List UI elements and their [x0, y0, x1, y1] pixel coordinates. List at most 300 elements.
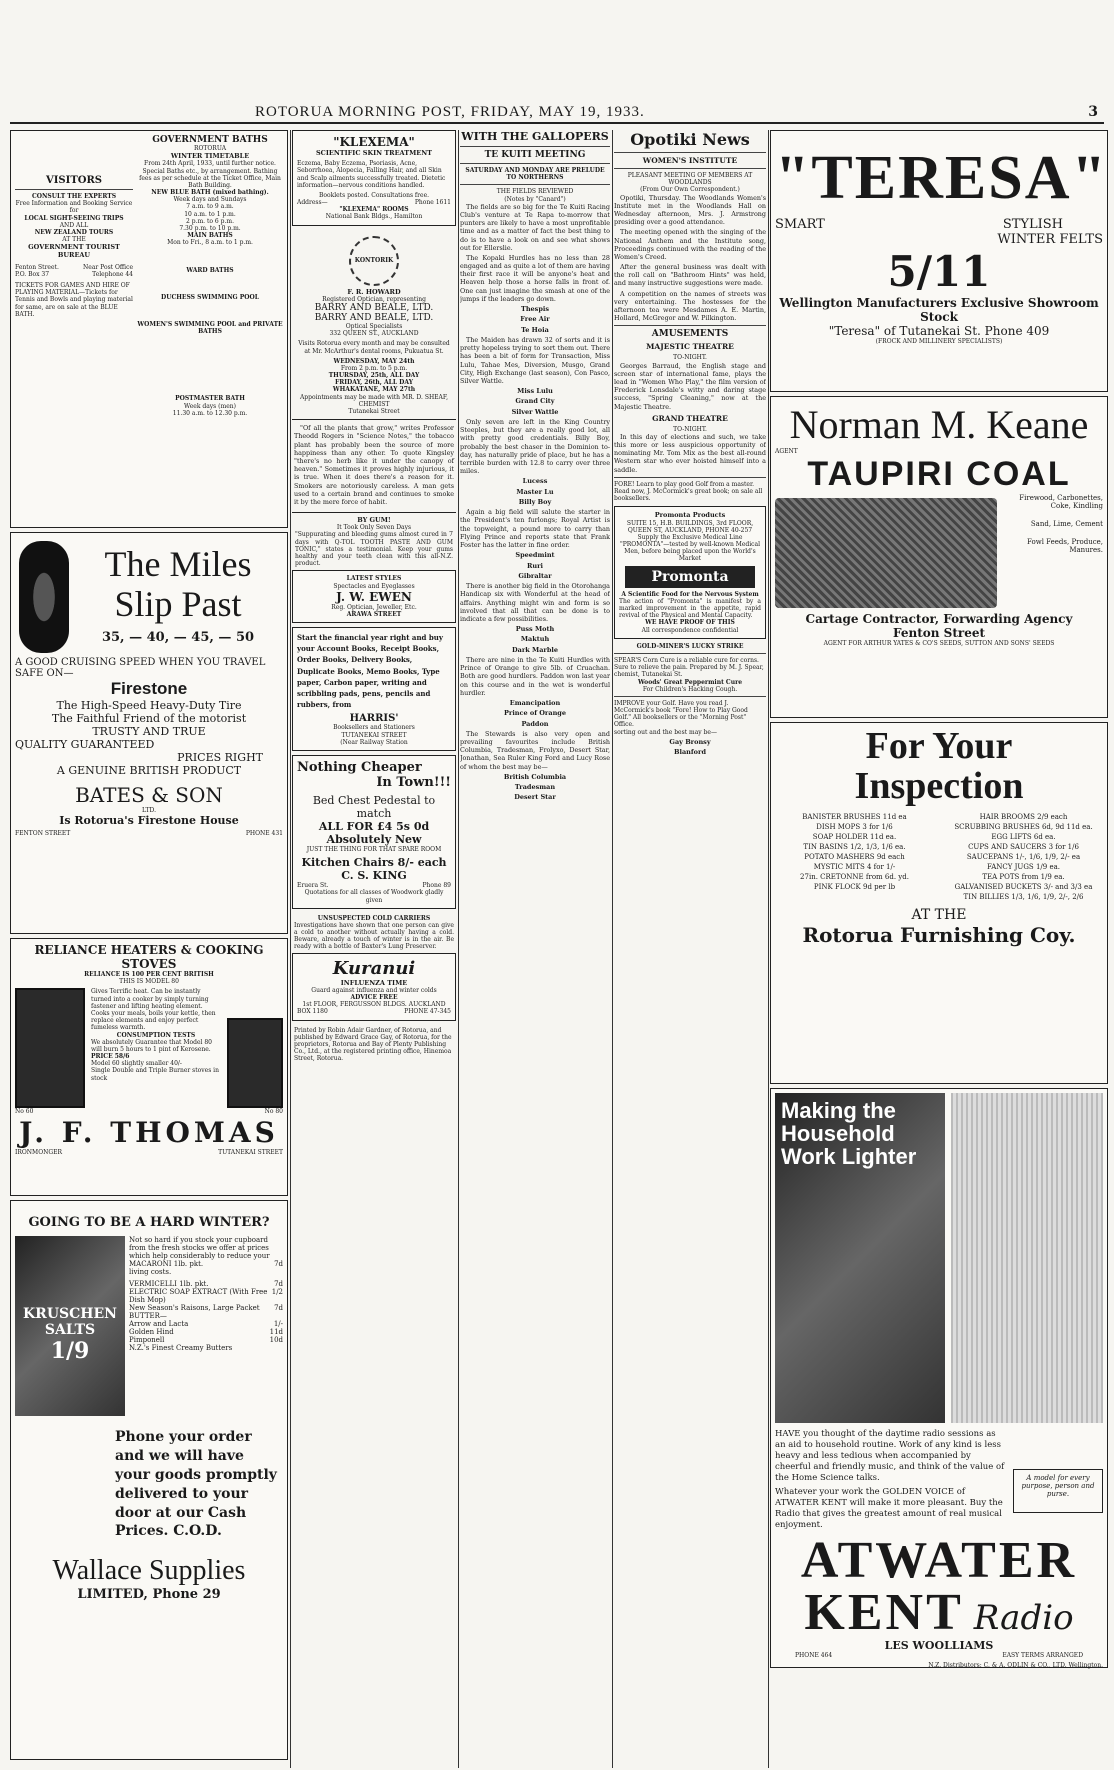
klexema-ad: [292, 130, 456, 226]
king-item: Bed Chest Pedestal to match: [312, 793, 436, 820]
harris-street: TUTANEKAI STREET: [341, 731, 407, 739]
reliance-alt2: Single Double and Triple Burner stoves in stock: [91, 1067, 219, 1082]
bygum-ad: [292, 512, 456, 570]
promonta-proof: WE HAVE PROOF OF THIS: [645, 619, 735, 627]
teresa-ad: [770, 130, 1108, 392]
column-2: [292, 130, 456, 1768]
howard-time: From 2 p.m. to 5 p.m.: [340, 364, 408, 372]
paragraph: Again a big field will salute the starter in the President's ten furlongs; Royal Artist is the topweight, a pound more to carry than Flying Prince and reports state that Frank Foster has the latter in fine order.: [460, 508, 610, 549]
visitors-address: Fenton Street.: [15, 263, 59, 271]
visitors-line: LOCAL SIGHT-SEEING TRIPS: [24, 214, 124, 222]
teresa-frock: (FROCK AND MILLINERY SPECIALISTS): [875, 338, 1003, 345]
wallace-item: Arrow and Lacta: [129, 1320, 189, 1328]
miles-speeds: 35, — 40, — 45, — 50: [101, 630, 255, 646]
selection: Puss Moth: [515, 625, 555, 634]
miles-line: The Faithful Friend of the motorist: [51, 712, 247, 725]
visitors-box: P.O. Box 37: [15, 270, 50, 278]
miles-line: PRICES RIGHT: [177, 751, 263, 764]
howard-reg: Registered Optician, representing: [322, 295, 426, 303]
spear-notice: SPEAR'S Corn Cure is a reliable cure for corns. Sure to relieve the pain. Prepared by M. J. Spear, chemist, Tutanekai St.: [614, 656, 764, 679]
promonta-logo: Promonta: [625, 566, 755, 588]
promonta-text: Supply the Exclusive Medical Line "PROMONTA"—tested by well-known Medical Men, before being placed upon the World's Market: [619, 533, 761, 563]
baths-line: Week days (men): [184, 402, 236, 410]
price-item: SCRUBBING BRUSHES 6d, 9d 11d ea.: [954, 822, 1093, 831]
column-5: [770, 130, 1108, 1768]
woods-sub: For Children's Hacking Cough.: [642, 685, 738, 693]
price-item: GALVANISED BUCKETS 3/- and 3/3 ea: [954, 882, 1093, 891]
ewen-name: J. W. EWEN: [336, 589, 412, 604]
teresa-maker: Wellington Manufacturers Exclusive Showroom Stock: [779, 296, 1099, 324]
kuranui-sub: Guard against influenza and winter colds: [311, 986, 437, 994]
gallopers-deck: THE FIELDS REVIEWED: [496, 188, 574, 196]
bygum-text: "Suppurating and bleeding gums almost cured in 7 days with Q-TOL TOOTH PASTE AND GUM TONIC," states a testimonial. Keep your gums healthy and your teeth clean with this all-N.Z. product.: [295, 531, 453, 568]
price-item: TIN BASINS 1/2, 1/3, 1/6 ea.: [803, 842, 906, 851]
baths-line: 7 a.m. to 9 a.m.: [186, 203, 234, 211]
taupiri-coal: TAUPIRI COAL: [807, 455, 1071, 494]
selection: Te Hoia: [521, 325, 549, 334]
bygum-title: BY GUM!: [357, 516, 391, 525]
howard-street: Tutanekai Street: [348, 408, 400, 415]
teresa-smart: SMART: [775, 217, 825, 232]
selection: Free Air: [520, 315, 550, 324]
price-item: POTATO MASHERS 9d each: [804, 852, 905, 861]
promonta-sci: A Scientific Food for the Nervous System: [621, 590, 759, 598]
paragraph: The Maiden has drawn 32 of sorts and it is pretty hopeless trying to sort them out. There has been a bit of form for Transaction, Miss Lulu, Tahae Mes, Diversion, Musgo, Grand City, High Exchange (last season), Con Pasco, Silver Wattle.: [460, 335, 610, 385]
price-item: MYSTIC MITS 4 for 1/-: [813, 862, 896, 871]
opotiki-corr: (From Our Own Correspondent.): [640, 186, 740, 194]
gallopers-body: [460, 203, 610, 802]
teresa-price: 5/11: [887, 247, 991, 296]
column-3: [460, 130, 610, 1768]
tobacco-article: [292, 420, 456, 512]
selection: Silver Wattle: [511, 407, 559, 416]
gallopers-deck: SATURDAY AND MONDAY ARE PRELUDE TO NORTHERNS: [465, 167, 605, 182]
kuranui-advice: ADVICE FREE: [350, 993, 398, 1001]
bygum-sub: It Took Only Seven Days: [336, 524, 412, 532]
opotiki-sub: WOMEN'S INSTITUTE: [642, 156, 738, 165]
sun-logo-icon: [349, 236, 399, 286]
column-rule: [290, 130, 291, 1768]
atwater-radio: Radio: [973, 1598, 1074, 1639]
wallace-item: BUTTER—: [129, 1312, 167, 1320]
price-item: BANISTER BRUSHES 11d ea: [802, 812, 907, 821]
klexema-text: Eczema, Baby Eczema, Psoriasis, Acne, Seborrhoea, Alopecia, Falling Hair, and all Skin and Scalp ailments successfully treated. Dietetic information—nervous conditions handled.: [297, 160, 446, 189]
keane-name: Norman M. Keane: [789, 402, 1089, 447]
opotiki-title: Opotiki News: [630, 130, 750, 149]
keane-street: Fenton Street: [892, 626, 985, 641]
klexema-rooms: "KLEXEMA" ROOMS: [339, 206, 409, 214]
truck-image: [775, 498, 997, 608]
visitors-footnote: TICKETS FOR GAMES AND HIRE OF PLAYING MATERIAL—Tickets for Tennis and Bowls and playing material for same, are on sale at the BLUE BATH.: [15, 281, 133, 318]
gallopers-sub: TE KUITI MEETING: [484, 150, 586, 160]
thomas-company: J. F. THOMAS: [19, 1115, 279, 1149]
paragraph: There is another big field in the Otorohanga Handicap six with Wonderful at the head of affairs. Anything might win and form is so involved that all that can be done is to indicate a few possibilities.: [460, 582, 610, 623]
baths-line: Week days and Sundays: [173, 196, 247, 204]
reliance-model: THIS IS MODEL 80: [119, 978, 179, 986]
keane-seeds: AGENT FOR ARTHUR YATES & CO'S SEEDS, SUTTON AND SONS' SEEDS: [823, 640, 1055, 648]
selection: Master Lu: [516, 487, 554, 496]
paragraph: After the general business was dealt with the roll call on "Bathroom Hints" was held, and many instructive suggestions were made.: [614, 263, 766, 288]
furnishing-title: Inspection: [854, 764, 1024, 807]
cold-article: [292, 913, 456, 953]
visitors-ad: [15, 135, 133, 523]
miles-line: The High-Speed Heavy-Duty Tire: [56, 699, 242, 712]
baths-line: NEW BLUE BATH (mixed bathing).: [151, 189, 269, 197]
kuranui-ad: [292, 953, 456, 1021]
wallace-item: Pimponell: [129, 1336, 165, 1344]
promonta-body: The action of "Promonta" is manifest by a marked improvement in the appetite, rapid revival of the Physical and Mental Capacity.: [619, 597, 761, 620]
majestic-title: MAJESTIC THEATRE: [646, 342, 734, 352]
selection: Maktuh: [520, 635, 550, 644]
miles-title: The Miles: [104, 544, 252, 584]
model-label: No 80: [264, 1108, 283, 1116]
teresa-felts: WINTER FELTS: [997, 232, 1103, 247]
wallace-supplies-ad: [10, 1200, 288, 1760]
kruschen-price: 1/9: [50, 1338, 90, 1364]
visitors-address: Near Post Office: [83, 263, 133, 271]
price-item: PINK FLOCK 9d per lb: [813, 882, 896, 891]
gallopers-title: WITH THE GALLOPERS: [461, 130, 609, 143]
baths-subtitle: ROTORUA: [193, 145, 227, 152]
bates-tagline: Is Rotorua's Firestone House: [59, 814, 239, 828]
baths-line: POSTMASTER BATH: [175, 395, 245, 403]
miles-line: A GOOD CRUISING SPEED WHEN YOU TRAVEL SAFE ON—: [15, 657, 266, 679]
visitors-title: VISITORS: [45, 175, 103, 186]
lucky-strike: GOLD-MINER'S LUCKY STRIKE: [636, 642, 744, 650]
selection: Grand City: [515, 397, 555, 406]
visitors-line: AND ALL: [59, 221, 89, 229]
wallace-item: New Season's Raisons, Large Packet: [129, 1304, 260, 1312]
klexema-bank: National Bank Bldgs., Hamilton: [325, 213, 423, 221]
teresa-brand: "TERESA": [775, 144, 1108, 212]
miles-line: A GENUINE BRITISH PRODUCT: [56, 764, 242, 777]
reliance-guarantee: We absolutely Guarantee that Model 80 will burn 5 hours to 1 pint of Kerosene.: [91, 1038, 212, 1053]
column-4: [614, 130, 766, 1768]
visitors-telephone: Telephone 44: [92, 270, 133, 278]
bates-company: BATES & SON: [75, 783, 223, 807]
atwater-brand: ATWATER: [800, 1532, 1078, 1590]
atwater-text: HAVE you thought of the daytime radio sessions as an aid to household routine. Work of any kind is less heavy and less tedious when accompanied by cheerful and friendly music, and think of the value of the Home Science talks.: [775, 1429, 1005, 1484]
king-just: JUST THE THING FOR THAT SPARE ROOM: [306, 845, 442, 853]
teresa-stylish: STYLISH: [1002, 217, 1063, 232]
howard-date: WHAKATANE, MAY 27th: [332, 386, 416, 394]
printer-imprint: Printed by Robin Adair Gardner, of Rotorua, and published by Edward Grace Gay, of Rotorua, for the proprietors, Rotorua and Bay of Plenty Publishing Co., Ltd., at the registered printing office, Hinemoa Street, Rotorua.: [294, 1026, 452, 1063]
model-label: No 60: [15, 1108, 34, 1116]
paragraph: The meeting opened with the singing of the National Anthem and the Institute song, Proceedings continued with the reading of the Women's Creed.: [614, 228, 766, 261]
baths-line: 2 p.m. to 6 p.m.: [186, 217, 234, 225]
atwater-kent-ad: [770, 1088, 1108, 1668]
price-item: FANCY JUGS 1/9 ea.: [987, 862, 1060, 871]
paragraph: There are nine in the Te Kuiti Hurdles with Prince of Orange to give 5lb. of Cruachan. Both are good hurdlers. Paddon won last year on this course and in the wet is wonderful hurdler.: [460, 656, 610, 697]
selection: Tradesman: [514, 783, 556, 792]
kuranui-title: INFLUENZA TIME: [340, 978, 408, 987]
selection: Speedmint: [515, 551, 555, 560]
klexema-title: "KLEXEMA": [333, 135, 415, 149]
furnishing-at: AT THE: [911, 906, 967, 923]
grand-title: GRAND THEATRE: [652, 413, 728, 423]
price-item: CUPS AND SAUCERS 3 for 1/6: [968, 842, 1079, 851]
visitors-line: BUREAU: [57, 251, 91, 260]
wallace-price: 11d: [269, 1328, 283, 1336]
baths-line: Special Baths etc., by arrangement. Bathing fees as per schedule at the Ticket Office, Main Bath Building.: [139, 167, 281, 189]
ewen-street: ARAWA STREET: [346, 610, 402, 618]
kuranui-box: BOX 1180: [297, 1008, 328, 1016]
woman-image: [775, 1093, 945, 1423]
king-title: Nothing Cheaper: [297, 759, 422, 775]
atwater-headline: Making the Household Work Lighter: [781, 1098, 917, 1170]
keane-cartage: Cartage Contractor, Forwarding Agency: [805, 612, 1073, 627]
wallace-item: Golden Hind: [129, 1328, 174, 1336]
wallace-price: 7d: [274, 1304, 283, 1312]
selection: Blanford: [673, 747, 706, 756]
reliance-price: PRICE 58/6: [91, 1053, 130, 1061]
opotiki-body: [614, 194, 766, 323]
wallace-price: 10d: [269, 1336, 283, 1344]
wallace-item: ELECTRIC SOAP EXTRACT (With Free Dish Mop): [129, 1288, 268, 1304]
visitors-line: Free Information and Booking Service for: [15, 200, 133, 215]
baths-line: 10 a.m. to 1 p.m.: [184, 210, 236, 218]
howard-visit: Visits Rotorua every month and may be consulted at Mr. McArthur's dental rooms, Pukuatua St.: [298, 340, 450, 355]
furnishing-company: Rotorua Furnishing Coy.: [802, 922, 1076, 947]
ewen-spec: Spectacles and Eyeglasses: [333, 582, 415, 590]
reliance-title: RELIANCE HEATERS & COOKING STOVES: [34, 943, 264, 971]
atwater-distributors: N.Z. Distributors: C. & A. ODLIN & CO., LTD. Wellington.: [928, 1661, 1103, 1669]
howard-date: THURSDAY, 25th, ALL DAY: [328, 372, 420, 380]
price-item: [775, 893, 934, 901]
price-item: SAUCEPANS 1/-, 1/6, 1/9, 2/- ea: [966, 852, 1081, 861]
selection: British Columbia: [503, 772, 567, 781]
miles-line: QUALITY GUARANTEED: [15, 738, 155, 751]
tonight-label: TO-NIGHT.: [673, 425, 707, 433]
radio-image: [951, 1093, 1103, 1423]
reliance-text: Gives Terrific heat. Can be instantly turned into a cooker by simply turning fastener and lifting heating element. Cooks your meals, boils your kettle, then replace elements and enjoy perfect fumeless warmth.: [91, 988, 216, 1032]
firestone-ad: [10, 532, 288, 934]
howard-firm: BARRY AND BEALE, LTD.: [314, 302, 434, 313]
harris-role: Booksellers and Stationers: [333, 724, 415, 732]
promonta-conf: All correspondence confidential: [641, 626, 739, 634]
miles-line: TRUSTY AND TRUE: [92, 725, 206, 738]
price-item: DISH MOPS 3 for 1/6: [816, 822, 893, 831]
tire-image: [19, 541, 69, 653]
cold-text: Investigations have shown that one person can give a cold to another without actually having a cold. Beware, already a touch of winter is in the air. Be ready with a bottle of Baxter's Lung Preserver.: [294, 921, 454, 951]
kruschen-image: [15, 1236, 125, 1416]
thomas-street: TUTANEKAI STREET: [218, 1148, 283, 1156]
howard-spec: Optical Specialists: [345, 322, 403, 330]
tonight-label: TO-NIGHT.: [673, 354, 707, 362]
reliance-sub: RELIANCE IS 100 PER CENT BRITISH: [84, 971, 214, 978]
howard-name: F. R. HOWARD: [347, 287, 401, 296]
column-rule: [458, 130, 459, 1768]
price-item: 27in. CRETONNE from 6d. yd.: [800, 872, 909, 881]
visitors-line: AT THE: [62, 236, 86, 244]
baths-visitors-ad: [10, 130, 288, 528]
harris-name: HARRIS': [349, 713, 399, 725]
cold-title: UNSUSPECTED COLD CARRIERS: [317, 914, 431, 922]
price-item: TEA POTS from 1/9 ea.: [982, 872, 1065, 881]
reliance-alt: Model 60 slightly smaller 40/-: [91, 1060, 182, 1068]
promonta-ad: [614, 506, 766, 638]
bates-ltd: LTD.: [141, 807, 156, 814]
baths-line: DUCHESS SWIMMING POOL: [161, 293, 259, 301]
baths-line: From 24th April, 1933, until further notice.: [144, 160, 276, 168]
king-street: Eruera St.: [297, 882, 329, 890]
howard-appointments: Appointments may be made with MR. D. SHEAF, CHEMIST: [299, 393, 449, 408]
selection: Gay Bronsy: [669, 737, 711, 746]
promonta-address: SUITE 15, H.B. BUILDINGS, 3rd FLOOR, QUEEN ST, AUCKLAND, PHONE 40-257: [626, 519, 754, 534]
wallace-company: Wallace Supplies: [52, 1555, 246, 1587]
kuranui-brand: Kuranui: [332, 957, 416, 979]
promonta-title: Promonta Products: [654, 511, 726, 520]
bates-street: FENTON STREET: [15, 830, 71, 838]
selection: Prince of Orange: [504, 709, 566, 718]
king-price: ALL FOR £4 5s 0d: [318, 819, 430, 833]
firestone-brand: Firestone: [110, 679, 188, 698]
selection: Lucess: [522, 477, 548, 486]
baths-line: WOMEN'S SWIMMING POOL and PRIVATE BATHS: [137, 320, 283, 336]
selection: Thespis: [520, 305, 550, 313]
paragraph: Only seven are left in the King Country Steeples, but they are a really good lot, all with pretty good credentials. Billy Boy, probably the best chaser in the Dominion to-day, has naturally pride of place, but he has a terrible burden with 12.8 to carry over three miles.: [460, 418, 610, 476]
howard-firm: BARRY AND BEALE, LTD.: [314, 312, 434, 323]
ewen-role: Reg. Optician, Jeweller, Etc.: [331, 603, 417, 611]
opotiki-deck: PLEASANT MEETING OF MEMBERS AT WOODLANDS: [627, 172, 753, 187]
tobacco-text: "Of all the plants that grow," writes Professor Theodd Rogers in "Science Notes," the tobacco plant has probably been the source of more happiness than any other. To quote Kingsley "there's no herb like it under the canopy of heaven." Sometimes it proves highly injurious, it is true. When it does there's a reason for it. Smokers are notoriously careless. A man gets used to a certain brand and continues to smoke it by the mere force of habit.: [294, 424, 454, 506]
baths-line: MAIN BATHS: [187, 232, 233, 240]
reliance-consumption: CONSUMPTION TESTS: [116, 1031, 196, 1039]
atwater-terms: EASY TERMS ARRANGED: [1002, 1652, 1083, 1660]
selection: Paddon: [521, 719, 549, 728]
baths-line: Mon to Fri., 8 a.m. to 1 p.m.: [167, 239, 253, 247]
atwater-dealer: LES WOOLLIAMS: [884, 1639, 994, 1653]
wallace-item: MACARONI 1lb. pkt.: [129, 1260, 204, 1268]
selection: Ruri: [526, 561, 544, 570]
wallace-price: 7d: [274, 1280, 283, 1288]
keane-agent: AGENT: [775, 448, 798, 455]
harris-text: Start the financial year right and buy your Account Books, Receipt Books, Order Books, Delivery Books, Duplicate Books, Memo Books, Type paper, Carbon paper, writing and scribbling pads, pens, pencils and rubbers, from: [297, 633, 443, 710]
harris-near: (Near Railway Station: [340, 738, 408, 746]
kruschen-label: KRUSCHEN SALTS: [23, 1306, 117, 1338]
king-abs: Absolutely New: [326, 832, 422, 846]
tail-text: sorting out and the best may be—: [614, 728, 717, 736]
atwater-brand: KENT: [804, 1584, 964, 1642]
miles-title: Slip Past: [114, 583, 242, 624]
furnishing-title: For Your: [865, 725, 1013, 767]
howard-date: FRIDAY, 26th, ALL DAY: [335, 379, 413, 387]
ewen-styles: LATEST STYLES: [346, 575, 402, 583]
wallace-price: 7d: [274, 1260, 283, 1268]
king-name: C. S. KING: [341, 869, 407, 883]
furnishing-list: [775, 813, 1103, 901]
atwater-model: A model for every purpose, person and purse.: [1013, 1469, 1103, 1513]
king-ad: [292, 755, 456, 909]
thomas-role: IRONMONGER: [15, 1148, 63, 1156]
baths-title: GOVERNMENT BATHS: [152, 135, 268, 145]
wallace-item: living costs.: [129, 1268, 172, 1276]
paragraph: The Kopaki Hurdles has no less than 28 engaged and as quite a lot of them are having their first race it will be anyone's heat and Heaven help those a horse falls in front of. One can just imagine the smash at one of the jumps if the leaders go down.: [460, 253, 610, 303]
klexema-phone: Phone 1611: [414, 199, 451, 207]
wallace-intro: Not so hard if you stock your cupboard from the fresh stocks we offer at prices which help considerably to reduce your: [129, 1236, 270, 1260]
improve-notice: IMPROVE your Golf. Have you read J. McCormick's book "Fore! How to Play Good Golf." All booksellers or the "Morning Post" Office.: [614, 699, 748, 729]
wallace-limited: LIMITED, Phone 29: [77, 1587, 221, 1603]
harris-ad: [292, 627, 456, 751]
page-number: 3: [1088, 104, 1098, 120]
column-rule: [768, 130, 769, 1768]
keane-coal-ad: [770, 396, 1108, 718]
king-chairs: Kitchen Chairs 8/- each: [301, 856, 447, 870]
klexema-sub: SCIENTIFIC SKIN TREATMENT: [315, 149, 432, 157]
price-item: HAIR BROOMS 2/9 each: [979, 812, 1068, 821]
keane-sand: Sand, Lime, Cement: [1030, 520, 1103, 529]
selection: Desert Star: [514, 793, 556, 802]
kuranui-phone: PHONE 47-345: [404, 1008, 451, 1016]
selection: Miss Lulu: [517, 387, 553, 396]
selection: Gibraltar: [518, 571, 552, 580]
ewen-ad: [292, 570, 456, 623]
wallace-call: Phone your order and we will have your goods promptly delivered to your door at our Cash Prices. C.O.D.: [115, 1429, 277, 1540]
amusements-title: AMUSEMENTS: [651, 329, 729, 340]
howard-optician-ad: [292, 230, 456, 421]
baths-line: 11.30 a.m. to 12.30 p.m.: [172, 409, 248, 417]
column-rule: [612, 130, 613, 1768]
baths-line: WARD BATHS: [186, 266, 234, 274]
selection: Dark Marble: [511, 645, 559, 654]
paragraph: Opotiki, Thursday. The Woodlands Women's Institute met in the Woodlands Hall on Wednesday afternoon, Mrs. J. Armstrong presiding over a good attendance.: [614, 193, 766, 227]
furnishing-ad: [770, 722, 1108, 1084]
visitors-line: GOVERNMENT TOURIST: [28, 243, 120, 252]
atwater-phone: PHONE 464: [795, 1652, 833, 1660]
paragraph: Georges Barraud, the English stage and screen star of international fame, plays the lead in "Women Who Play," the film version of Frederick Lonsdale's witty and daring stage success, "Spring Cleaning," now at the Majestic Theatre.: [614, 361, 766, 411]
selection: Emancipation: [509, 698, 561, 707]
gallopers-byline: (Notes by "Canard"): [504, 195, 566, 203]
price-item: TIN BILLIES 1/3, 1/6, 1/9, 2/-, 2/6: [963, 892, 1084, 901]
baths-timetable: [137, 135, 283, 523]
stove-image: [227, 1018, 283, 1108]
fore-notice: FORE! Learn to play good Golf from a master. Read now, J. McCormick's great book; on sale all booksellers.: [614, 480, 763, 503]
visitors-line: CONSULT THE EXPERTS: [31, 193, 117, 200]
kuranui-address: 1st FLOOR, FERGUSSON BLDGS. AUCKLAND: [302, 1001, 446, 1009]
baths-line: 7.30 p.m. to 10 p.m.: [179, 225, 241, 232]
klexema-booklets: Booklets posted. Consultations free.: [318, 191, 430, 199]
wallace-price: 1/-: [273, 1320, 283, 1328]
howard-date: WEDNESDAY, MAY 24th: [333, 357, 415, 365]
paragraph: The fields are so big for the Te Kuiti Racing Club's venture at Te Rapa to-morrow that punters are likely to have a most unprofitable time and as a matter of fact the best thing to do is to have a look on and see what shows out for Ellerslie.: [460, 202, 610, 252]
price-item: EGG LIFTS 6d ea.: [991, 832, 1056, 841]
woods-title: Woods' Great Peppermint Cure: [637, 678, 743, 686]
bates-phone: PHONE 431: [245, 830, 283, 838]
paragraph: In this day of elections and such, we take this more or less auspicious opportunity of nominating Mr. Tom Mix as the best all-round Western star who ever hoisted himself into a saddle.: [614, 432, 766, 474]
klexema-address: Address—: [297, 199, 328, 207]
keane-fire: Firewood, Carbonettes, Coke, Kindling: [1019, 494, 1103, 511]
keane-feed: Fowl Feeds, Produce, Manures.: [1027, 538, 1103, 555]
howard-address: 332 QUEEN ST., AUCKLAND: [329, 330, 419, 338]
stove-image: [15, 988, 85, 1108]
masthead: [10, 102, 1104, 124]
price-item: SOAP HOLDER 11d ea.: [812, 832, 897, 841]
wallace-item: VERMICELLI 1lb. pkt.: [129, 1280, 209, 1288]
paragraph: A competition on the names of streets was very entertaining. The hostesses for the afternoon tea were Mesdames A. E. Martin, Hollard, McGregor and W. Pilkington.: [614, 289, 766, 323]
wallace-title: GOING TO BE A HARD WINTER?: [28, 1215, 270, 1230]
wallace-price: 1/2: [271, 1288, 283, 1296]
atwater-text: Whatever your work the GOLDEN VOICE of ATWATER KENT will make it more pleasant. Buy the Radio that gives the greatest amount of real musical enjoyment.: [775, 1487, 1003, 1531]
king-title: In Town!!!: [376, 774, 451, 790]
selection: Billy Boy: [518, 497, 552, 506]
column-1: [10, 130, 288, 1768]
kontorik-logo: KONTORIK: [354, 257, 394, 265]
wallace-item: N.Z.'s Finest Creamy Butters: [129, 1344, 233, 1352]
baths-timetable-title: WINTER TIMETABLE: [170, 152, 250, 161]
paragraph: The Stewards is also very open and prevailing favourites include British Columbia, Tradesman, Frolyxo, Desert Star, Jonathan, Sea Ruler King Ford and Lucy Rose of whom the best may be—: [460, 729, 610, 771]
teresa-location: "Teresa" of Tutanekai St. Phone 409: [828, 324, 1050, 338]
reliance-stoves-ad: [10, 938, 288, 1196]
